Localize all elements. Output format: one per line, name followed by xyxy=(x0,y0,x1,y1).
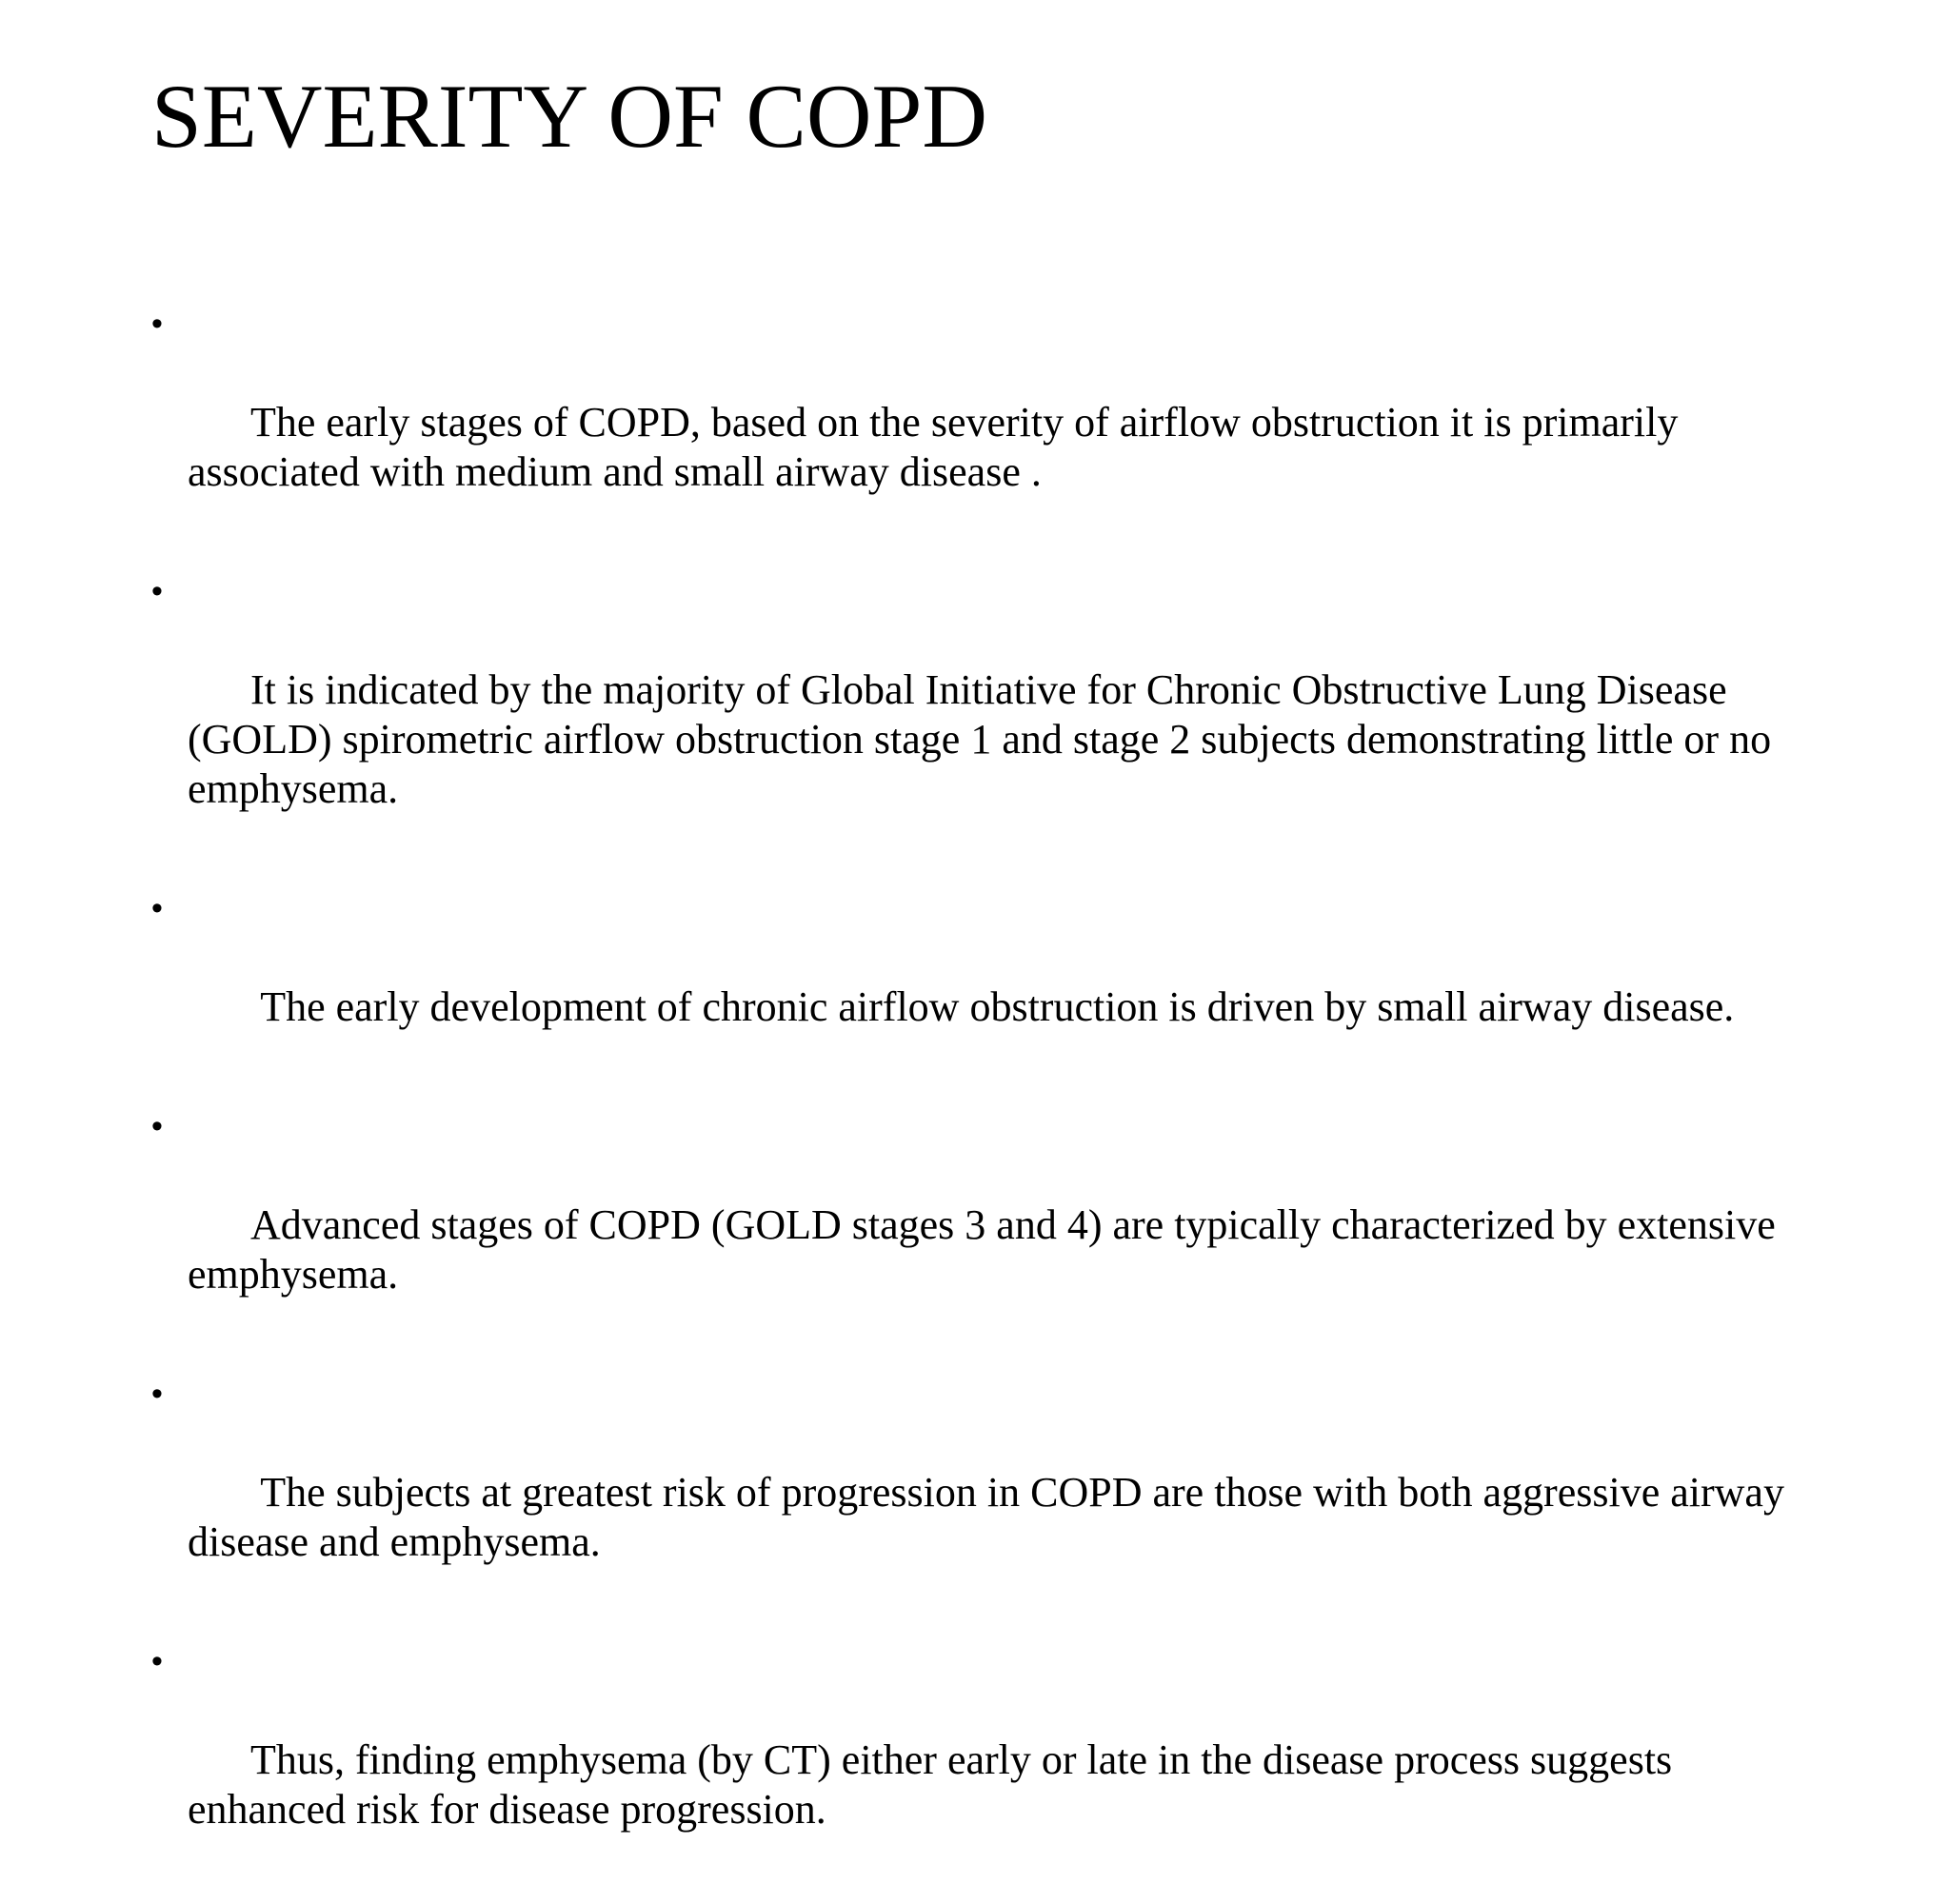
bullet-text: The early development of chronic airflow obstruction is driven by small airway disease. xyxy=(250,983,1735,1030)
bullet-text: The subjects at greatest risk of progression in COPD are those with both aggressive airway disease and emphysema. xyxy=(188,1469,1795,1565)
bullet-text: Thus, finding emphysema (by CT) either early or late in the disease process suggests enhanced risk for disease progression. xyxy=(188,1736,1683,1833)
bullet-text: The early stages of COPD, based on the severity of airflow obstruction it is primarily associated with medium and small airway disease . xyxy=(188,399,1689,495)
slide-title: SEVERITY OF COPD xyxy=(151,66,987,167)
bullet-dot-icon: • xyxy=(151,1108,163,1144)
bullet-text: It is indicated by the majority of Global Initiative for Chronic Obstructive Lung Disease (GOLD) spirometric airflow obstruction stage 1 and stage 2 subjects demonstrating little or no emphysema. xyxy=(188,666,1782,812)
bullet-item xyxy=(151,883,1818,1081)
bullet-dot-icon: • xyxy=(151,306,163,342)
bullet-item xyxy=(151,566,1818,863)
bullet-item xyxy=(151,1636,1818,1884)
bullet-text: Advanced stages of COPD (GOLD stages 3 and 4) are typically characterized by extensive emphysema. xyxy=(188,1201,1786,1298)
bullet-dot-icon: • xyxy=(151,1376,163,1412)
bullet-item xyxy=(151,1369,1818,1616)
bullet-item xyxy=(151,1101,1818,1349)
bullet-dot-icon: • xyxy=(151,573,163,609)
bullet-list xyxy=(151,299,1818,1904)
bullet-dot-icon: • xyxy=(151,890,163,926)
bullet-item xyxy=(151,299,1818,546)
bullet-dot-icon: • xyxy=(151,1643,163,1679)
